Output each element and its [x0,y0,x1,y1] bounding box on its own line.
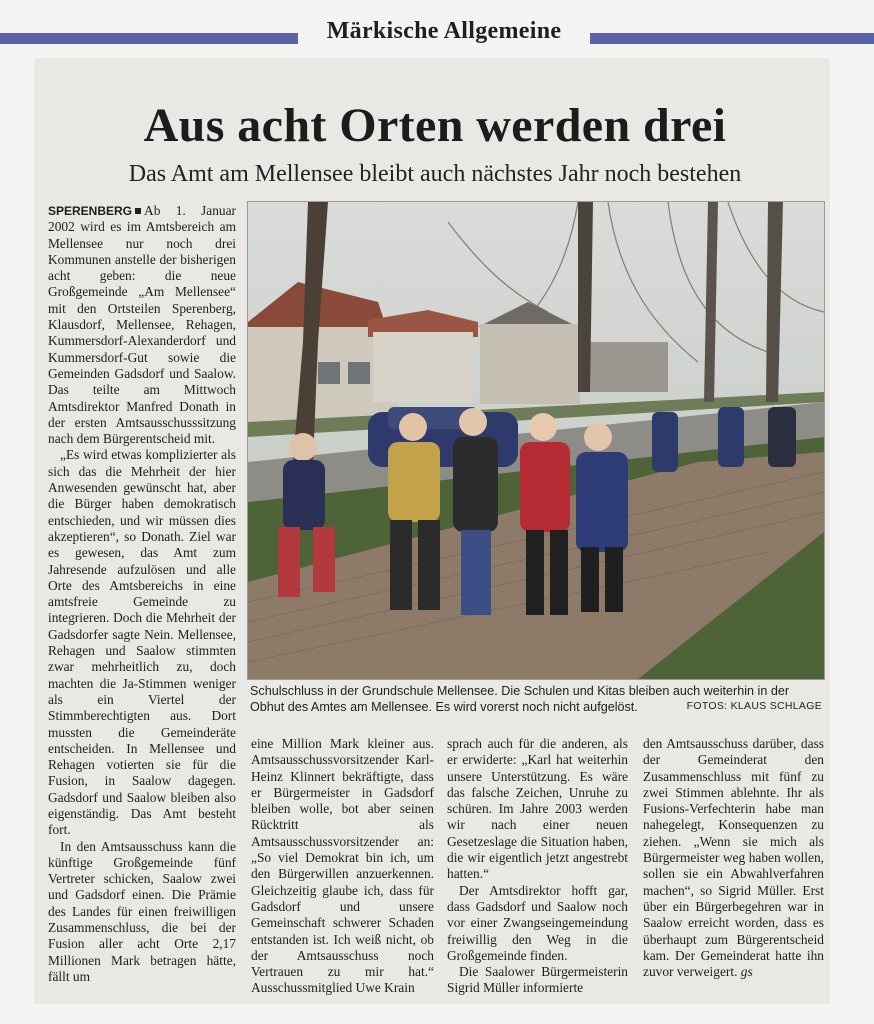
article-paragraph: eine Million Mark kleiner aus. Amtsausschussvorsitzender Karl-Heinz Klinnert bekräftigte, dass er Bürgermeister in Gadsdorf bleiben wolle, bot aber seinen Rücktritt als Amtsausschussvorsitzender an: „So viel Demokrat bin ich, um den Bürgerwillen anzuerkennen. Gleichzeitig glaube ich, dass für Gadsdorf und unsere Gemeinschaft schwerer Schaden entstanden ist. Ich weiß nicht, ob der Amtsausschuss noch Vertrauen zu mir hat.“ Ausschussmitglied Uwe Krain [251,736,434,996]
article-column-4 [643,736,824,980]
article-column-3 [447,736,628,997]
masthead-title: Märkische Allgemeine [326,18,562,44]
article-paragraph [48,203,236,447]
author-initials: gs [740,964,753,980]
photo-caption: Schulschluss in der Grundschule Mellensee. Die Schulen und Kitas bleiben auch weiterhin in der Obhut des Amtes am Mellensee. Es wird vorerst noch nicht aufgelöst. [250,684,790,714]
masthead [0,18,874,54]
article-column-1 [48,203,236,985]
headline: Aus acht Orten werden drei [143,99,727,152]
article-paragraph: „Es wird etwas komplizierter als sich das die Mehrheit der hier Anwesenden gewünscht hat, aber die Bürger haben demokratisch entschieden, und wir müssen dies akzeptieren“, so Donath. Ziel war es gewesen, das Amt zum Jahresende aufzulösen und alle Orte des Amtsbereichs in eine amtsfreie Gemeinde zu integrieren. Doch die Mehrheit der Gadsdorfer sagte Nein. Mellensee, Rehagen und Saalow stimmten zwar mehrheitlich zu, doch machten die Ja-Stimmen weniger als ein Viertel der Stimmberechtigten aus. Dort mussten die Gemeinderäte entscheiden. In Mellensee und Rehagen votierten sie für die Fusion, in Saalow dagegen. Gadsdorf und Saalow bleiben also eigenständig. Das Amt besteht fort. [48,447,236,838]
masthead-bar-left [0,33,298,44]
subheadline: Das Amt am Mellensee bleibt auch nächstes Jahr noch bestehen [128,161,742,187]
dateline-bullet-icon [135,208,141,214]
article-paragraph [643,736,824,980]
paragraph-text: den Amtsausschuss darüber, dass der Gemeinderat den Zusammenschluss mit fünf zu zwei Stimmen ablehnte. Ihr als Fusions-Verfechterin habe man nahegelegt, Konsequenzen zu ziehen. „Wenn sie mich als Bürgermeister weg haben wollen, sollen sie ein Abwahlverfahren machen“, so Sigrid Müller. Erst über ein Bürgerbegehren war in Saalow erreicht worden, dass es überhaupt zum Bürgerentscheid kam. Der Gemeinderat hatte ihn zuvor verweigert. [643,736,824,980]
masthead-bar-right [590,33,874,44]
article-paragraph: Die Saalower Bürgermeisterin Sigrid Müller informierte [447,964,628,996]
photo-credit: FOTOS: KLAUS SCHLAGE [686,700,822,712]
photo-schoolchildren-on-sidewalk [248,202,824,679]
article-photo [247,201,825,680]
paragraph-text: Ab 1. Januar 2002 wird es im Amtsbereich am Mellensee nur noch drei Kommunen anstelle der bisherigen acht geben: die neue Großgemeinde „Am Mellensee“ mit den Ortsteilen Sperenberg, Klausdorf, Mellensee, Rehagen, Kummersdorf-Alexanderdorf und Kummersdorf-Gut sowie die Gemeinden Gadsdorf und Saalow. Das teilte am Mittwoch Amtsdirektor Manfred Donath in der ersten Amtsausschusssitzung nach dem Bürgerentscheid mit. [48,203,236,447]
article-paragraph: In den Amtsausschuss kann die künftige Großgemeinde fünf Vertreter schicken, Saalow zwei und Gadsdorf einen. Die Prämie des Landes für einen freiwilligen Zusammenschluss, die bei der Fusion aller acht Orte 2,17 Millionen Mark betragen hätte, fällt um [48,838,236,984]
article-paragraph: Der Amtsdirektor hofft gar, dass Gadsdorf und Saalow noch vor einer Zwangseingemeindung freiwillig den Weg in die Großgemeinde finden. [447,882,628,963]
article-paragraph: sprach auch für die anderen, als er erwiderte: „Karl hat weiterhin unsere Unterstützung. Es wäre das falsche Zeichen, Unruhe zu schüren. Im Jahre 2003 werden wir nach einer neuen Gesetzeslage die Situation haben, die wir eigentlich jetzt angestrebt hatten.“ [447,736,628,882]
dateline: SPERENBERG [48,204,133,218]
article-column-2 [251,736,434,997]
